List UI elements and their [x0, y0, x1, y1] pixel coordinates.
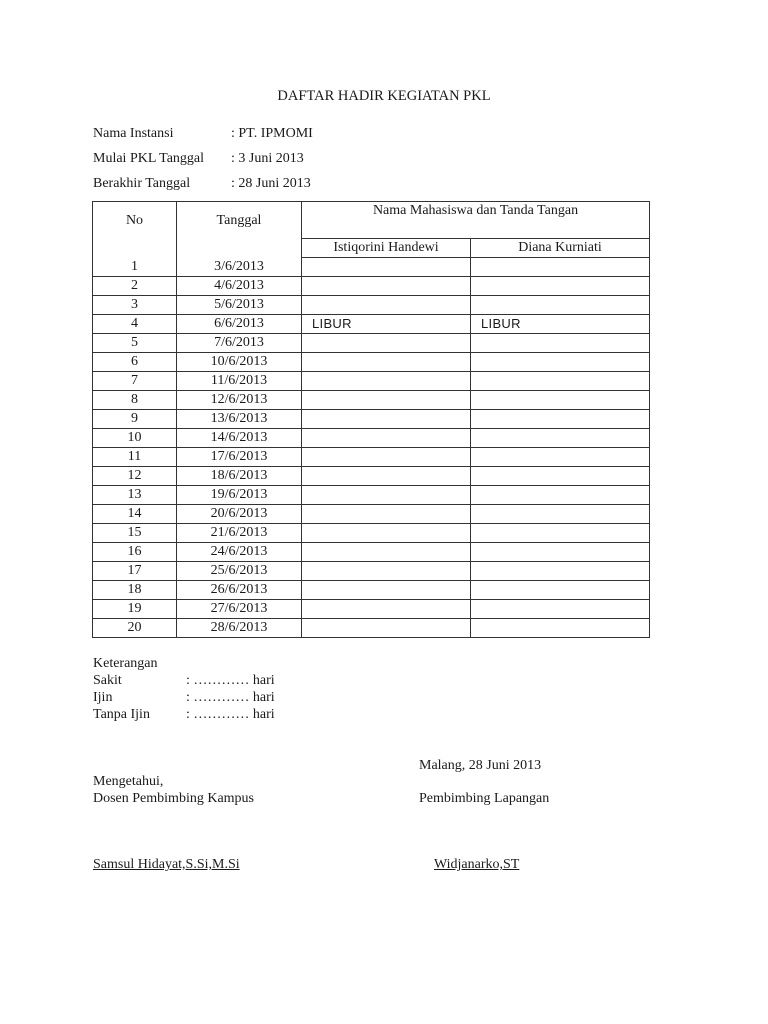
- page-title: DAFTAR HADIR KEGIATAN PKL: [277, 88, 491, 104]
- table-row: [93, 524, 650, 543]
- table-row: [93, 258, 650, 277]
- keterangan-value-tanpa-ijin: : ………… hari: [186, 707, 275, 722]
- keterangan-label-ijin: Ijin: [93, 690, 113, 705]
- dosen-title: Dosen Pembimbing Kampus: [93, 791, 254, 806]
- row-no-cell: 1: [93, 258, 177, 277]
- row-no-cell: 15: [93, 524, 177, 543]
- row-signature-student-2: LIBUR: [471, 315, 650, 334]
- table-row: [93, 448, 650, 467]
- row-signature-student-1: [302, 429, 471, 448]
- row-no-cell: 13: [93, 486, 177, 505]
- row-signature-student-1: [302, 296, 471, 315]
- row-tanggal-cell: 4/6/2013: [177, 277, 302, 296]
- row-signature-student-2: [471, 353, 650, 372]
- row-signature-student-2: [471, 467, 650, 486]
- row-signature-student-2: [471, 410, 650, 429]
- row-signature-student-2: [471, 391, 650, 410]
- row-tanggal-cell: 12/6/2013: [177, 391, 302, 410]
- row-tanggal-cell: 19/6/2013: [177, 486, 302, 505]
- row-tanggal-cell: 28/6/2013: [177, 619, 302, 638]
- table-row: [93, 562, 650, 581]
- row-no-cell: 8: [93, 391, 177, 410]
- row-signature-student-2: [471, 524, 650, 543]
- row-signature-student-1: LIBUR: [302, 315, 471, 334]
- row-signature-student-2: [471, 429, 650, 448]
- row-signature-student-1: [302, 505, 471, 524]
- row-signature-student-1: [302, 391, 471, 410]
- column-header-student-2: Diana Kurniati: [471, 239, 650, 258]
- table-row: [93, 543, 650, 562]
- row-no-cell: 16: [93, 543, 177, 562]
- row-signature-student-1: [302, 334, 471, 353]
- pembimbing-title: Pembimbing Lapangan: [419, 791, 550, 806]
- row-signature-student-2: [471, 296, 650, 315]
- table-row: [93, 600, 650, 619]
- row-signature-student-1: [302, 486, 471, 505]
- table-row: [93, 410, 650, 429]
- table-row: [93, 315, 650, 334]
- row-signature-student-1: [302, 372, 471, 391]
- row-signature-student-2: [471, 334, 650, 353]
- row-signature-student-2: [471, 486, 650, 505]
- row-signature-student-1: [302, 581, 471, 600]
- pembimbing-name: Widjanarko,ST: [434, 857, 520, 872]
- attendance-table: [92, 201, 650, 638]
- table-row: [93, 619, 650, 638]
- row-tanggal-cell: 3/6/2013: [177, 258, 302, 277]
- row-tanggal-cell: 24/6/2013: [177, 543, 302, 562]
- row-no-cell: 14: [93, 505, 177, 524]
- city-date: Malang, 28 Juni 2013: [419, 758, 542, 773]
- row-signature-student-1: [302, 277, 471, 296]
- row-signature-student-1: [302, 448, 471, 467]
- row-tanggal-cell: 25/6/2013: [177, 562, 302, 581]
- keterangan-value-sakit: : ………… hari: [186, 673, 275, 688]
- dosen-name: Samsul Hidayat,S.Si,M.Si: [93, 857, 240, 872]
- row-tanggal-cell: 21/6/2013: [177, 524, 302, 543]
- row-tanggal-cell: 18/6/2013: [177, 467, 302, 486]
- info-value-berakhir: : 28 Juni 2013: [231, 176, 311, 191]
- row-no-cell: 10: [93, 429, 177, 448]
- table-row: [93, 277, 650, 296]
- row-signature-student-1: [302, 543, 471, 562]
- info-label-berakhir: Berakhir Tanggal: [93, 176, 191, 191]
- row-signature-student-1: [302, 467, 471, 486]
- column-header-student-1: Istiqorini Handewi: [302, 239, 471, 258]
- column-header-no: No: [93, 202, 177, 258]
- row-signature-student-1: [302, 258, 471, 277]
- row-tanggal-cell: 10/6/2013: [177, 353, 302, 372]
- row-tanggal-cell: 13/6/2013: [177, 410, 302, 429]
- table-row: [93, 334, 650, 353]
- table-row: [93, 505, 650, 524]
- row-signature-student-2: [471, 372, 650, 391]
- table-row: [93, 391, 650, 410]
- row-no-cell: 20: [93, 619, 177, 638]
- row-signature-student-2: [471, 581, 650, 600]
- info-label-mulai: Mulai PKL Tanggal: [93, 151, 205, 166]
- row-no-cell: 19: [93, 600, 177, 619]
- row-signature-student-1: [302, 619, 471, 638]
- row-no-cell: 4: [93, 315, 177, 334]
- row-signature-student-2: [471, 619, 650, 638]
- row-tanggal-cell: 20/6/2013: [177, 505, 302, 524]
- mengetahui-label: Mengetahui,: [93, 774, 164, 789]
- table-row: [93, 296, 650, 315]
- row-no-cell: 6: [93, 353, 177, 372]
- info-label-instansi: Nama Instansi: [93, 126, 174, 141]
- column-header-tanggal: Tanggal: [177, 202, 302, 258]
- table-row: [93, 429, 650, 448]
- row-no-cell: 17: [93, 562, 177, 581]
- row-tanggal-cell: 26/6/2013: [177, 581, 302, 600]
- keterangan-value-ijin: : ………… hari: [186, 690, 275, 705]
- row-no-cell: 9: [93, 410, 177, 429]
- table-row: [93, 581, 650, 600]
- row-no-cell: 12: [93, 467, 177, 486]
- attendance-rows: [93, 258, 650, 638]
- keterangan-label-tanpa-ijin: Tanpa Ijin: [93, 707, 150, 722]
- row-signature-student-2: [471, 562, 650, 581]
- column-header-names: Nama Mahasiswa dan Tanda Tangan: [302, 202, 650, 239]
- row-signature-student-1: [302, 410, 471, 429]
- info-value-mulai: : 3 Juni 2013: [231, 151, 304, 166]
- row-signature-student-2: [471, 448, 650, 467]
- keterangan-heading: Keterangan: [93, 656, 158, 671]
- row-tanggal-cell: 27/6/2013: [177, 600, 302, 619]
- row-signature-student-2: [471, 505, 650, 524]
- row-signature-student-2: [471, 600, 650, 619]
- row-no-cell: 18: [93, 581, 177, 600]
- row-signature-student-2: [471, 543, 650, 562]
- row-no-cell: 5: [93, 334, 177, 353]
- row-signature-student-1: [302, 524, 471, 543]
- row-signature-student-2: [471, 258, 650, 277]
- row-tanggal-cell: 6/6/2013: [177, 315, 302, 334]
- info-value-instansi: : PT. IPMOMI: [231, 126, 313, 141]
- row-tanggal-cell: 7/6/2013: [177, 334, 302, 353]
- row-no-cell: 2: [93, 277, 177, 296]
- row-tanggal-cell: 5/6/2013: [177, 296, 302, 315]
- row-tanggal-cell: 14/6/2013: [177, 429, 302, 448]
- row-no-cell: 11: [93, 448, 177, 467]
- table-row: [93, 372, 650, 391]
- row-signature-student-2: [471, 277, 650, 296]
- row-no-cell: 3: [93, 296, 177, 315]
- row-tanggal-cell: 11/6/2013: [177, 372, 302, 391]
- keterangan-label-sakit: Sakit: [93, 673, 122, 688]
- row-no-cell: 7: [93, 372, 177, 391]
- row-signature-student-1: [302, 353, 471, 372]
- row-signature-student-1: [302, 562, 471, 581]
- row-tanggal-cell: 17/6/2013: [177, 448, 302, 467]
- row-signature-student-1: [302, 600, 471, 619]
- table-row: [93, 486, 650, 505]
- table-row: [93, 467, 650, 486]
- table-row: [93, 353, 650, 372]
